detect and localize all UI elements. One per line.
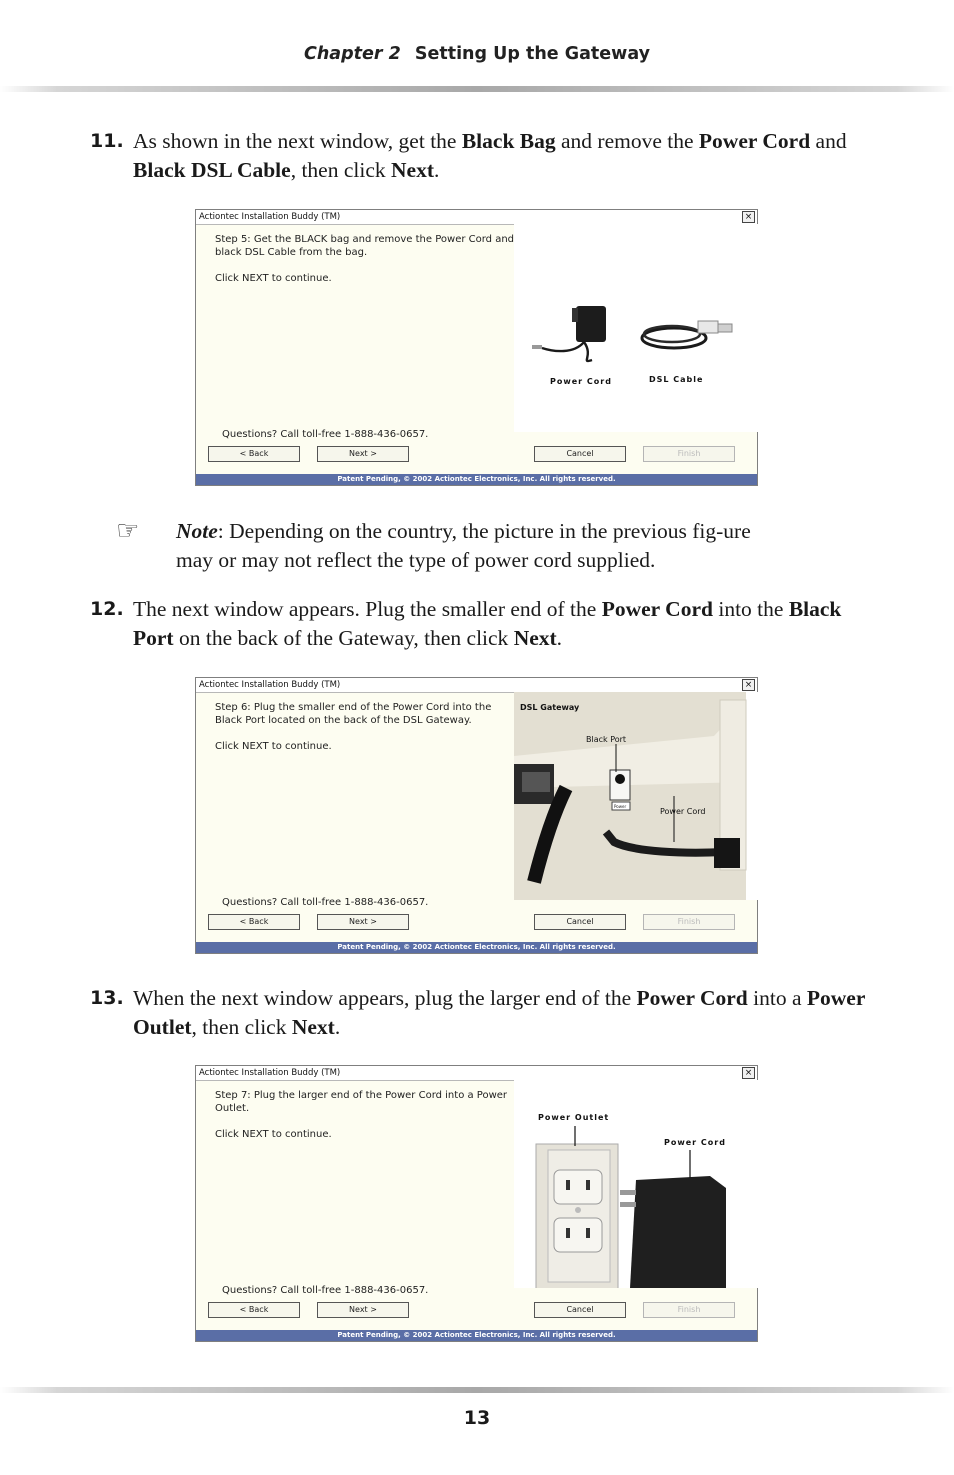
- bold-term: Next: [391, 158, 434, 182]
- close-icon[interactable]: ×: [742, 1067, 755, 1079]
- window-title: Actiontec Installation Buddy (TM): [199, 1068, 341, 1078]
- back-button[interactable]: < Back: [208, 446, 300, 462]
- instruction-text: [215, 1089, 515, 1141]
- close-icon[interactable]: ×: [742, 679, 755, 691]
- bold-term: Power Outlet: [133, 986, 865, 1039]
- window-title: Actiontec Installation Buddy (TM): [199, 212, 341, 222]
- step-instruction: Step 5: Get the BLACK bag and remove the Power Cord and black DSL Cable from the bag.: [215, 234, 515, 258]
- note-text: [176, 517, 776, 575]
- step-instruction: Step 7: Plug the larger end of the Power Cord into a Power Outlet.: [215, 1090, 508, 1114]
- step-13: [90, 984, 870, 1042]
- header-rule: [0, 86, 954, 92]
- bold-term: Power Cord: [601, 597, 713, 621]
- continue-instruction: Click NEXT to continue.: [215, 1129, 332, 1140]
- text-run: As shown in the next window, get the: [133, 129, 462, 153]
- bold-term: Black Port: [133, 597, 842, 650]
- window-titlebar: [196, 678, 757, 693]
- window-title: Actiontec Installation Buddy (TM): [199, 680, 341, 690]
- wizard-window-step7: [195, 1065, 758, 1342]
- instruction-text: [215, 233, 515, 285]
- power-outlet-label: Power Outlet: [538, 1113, 610, 1122]
- text-run: .: [334, 1015, 341, 1039]
- next-button[interactable]: Next >: [317, 914, 409, 930]
- wizard-button-row: [196, 1302, 757, 1324]
- power-outlet-image: [514, 1080, 758, 1288]
- text-run: , then click: [290, 158, 392, 182]
- step-instruction: Step 6: Plug the smaller end of the Power Cord into the Black Port located on the back of the DSL Gateway.: [215, 702, 492, 726]
- window-titlebar: [196, 210, 757, 225]
- note-body: : Depending on the country, the picture in the previous fig-ure may or may not reflect the type of power cord supplied.: [176, 519, 751, 572]
- chapter-title: Setting Up the Gateway: [414, 44, 651, 64]
- wizard-window-step5: [195, 209, 758, 486]
- power-port-label: Power: [614, 804, 627, 809]
- step-text: [133, 127, 870, 185]
- bold-term: Next: [513, 626, 557, 650]
- close-icon[interactable]: ×: [742, 211, 755, 223]
- back-button[interactable]: < Back: [208, 1302, 300, 1318]
- note-label: Note: [176, 519, 218, 543]
- wizard-button-row: [196, 914, 757, 936]
- text-run: .: [556, 626, 563, 650]
- cancel-button[interactable]: Cancel: [534, 914, 626, 930]
- dsl-cable-label: DSL Cable: [649, 375, 704, 384]
- footer-rule: [0, 1387, 954, 1393]
- text-run: on the back of the Gateway, then click: [173, 626, 514, 650]
- continue-instruction: Click NEXT to continue.: [215, 273, 332, 284]
- window-footer: Patent Pending, © 2002 Actiontec Electronics, Inc. All rights reserved.: [196, 1330, 757, 1341]
- text-run: and remove the: [555, 129, 699, 153]
- text-run: into the: [712, 597, 789, 621]
- page-number: 13: [463, 1407, 491, 1429]
- finish-button: Finish: [643, 914, 735, 930]
- step-number: 12.: [90, 598, 124, 620]
- back-button[interactable]: < Back: [208, 914, 300, 930]
- power-cord-label: Power Cord: [550, 377, 612, 386]
- bold-term: Black DSL Cable: [133, 158, 291, 182]
- bold-term: Power Cord: [636, 986, 748, 1010]
- continue-instruction: Click NEXT to continue.: [215, 741, 332, 752]
- window-titlebar: [196, 1066, 757, 1081]
- instruction-text: [215, 701, 515, 753]
- window-footer: Patent Pending, © 2002 Actiontec Electronics, Inc. All rights reserved.: [196, 942, 757, 953]
- step-number: 11.: [90, 130, 124, 152]
- power-cord-label: Power Cord: [664, 1138, 726, 1147]
- step-text: [133, 984, 870, 1042]
- wizard-button-row: [196, 446, 757, 468]
- finish-button: Finish: [643, 1302, 735, 1318]
- step-12: [90, 595, 870, 653]
- support-phone-text: Questions? Call toll-free 1-888-436-0657.: [222, 1285, 429, 1296]
- step-number: 13.: [90, 987, 124, 1009]
- text-run: into a: [747, 986, 807, 1010]
- cancel-button[interactable]: Cancel: [534, 1302, 626, 1318]
- note: [116, 517, 776, 575]
- cancel-button[interactable]: Cancel: [534, 446, 626, 462]
- chapter-label: Chapter 2: [303, 44, 401, 64]
- text-run: , then click: [191, 1015, 292, 1039]
- bold-term: Next: [291, 1015, 335, 1039]
- support-phone-text: Questions? Call toll-free 1-888-436-0657.: [222, 897, 429, 908]
- step-11: [90, 127, 870, 185]
- step-text: [133, 595, 870, 653]
- text-run: and: [810, 129, 847, 153]
- wizard-window-step6: [195, 677, 758, 954]
- support-phone-text: Questions? Call toll-free 1-888-436-0657.: [222, 429, 429, 440]
- bold-term: Black Bag: [461, 129, 556, 153]
- text-run: .: [434, 158, 440, 182]
- dsl-gateway-label: DSL Gateway: [520, 703, 580, 712]
- window-footer: Patent Pending, © 2002 Actiontec Electronics, Inc. All rights reserved.: [196, 474, 757, 485]
- next-button[interactable]: Next >: [317, 446, 409, 462]
- black-port-label: Black Port: [586, 735, 627, 744]
- next-button[interactable]: Next >: [317, 1302, 409, 1318]
- finish-button: Finish: [643, 446, 735, 462]
- text-run: When the next window appears, plug the larger end of the: [133, 986, 637, 1010]
- running-header: [0, 44, 954, 64]
- gateway-black-port-image: [514, 692, 758, 900]
- text-run: The next window appears. Plug the smaller end of the: [133, 597, 602, 621]
- bold-term: Power Cord: [698, 129, 811, 153]
- pointing-hand-icon: ☞: [116, 516, 140, 546]
- power-cord-and-dsl-cable-image: [514, 224, 758, 432]
- power-cord-label: Power Cord: [660, 807, 706, 816]
